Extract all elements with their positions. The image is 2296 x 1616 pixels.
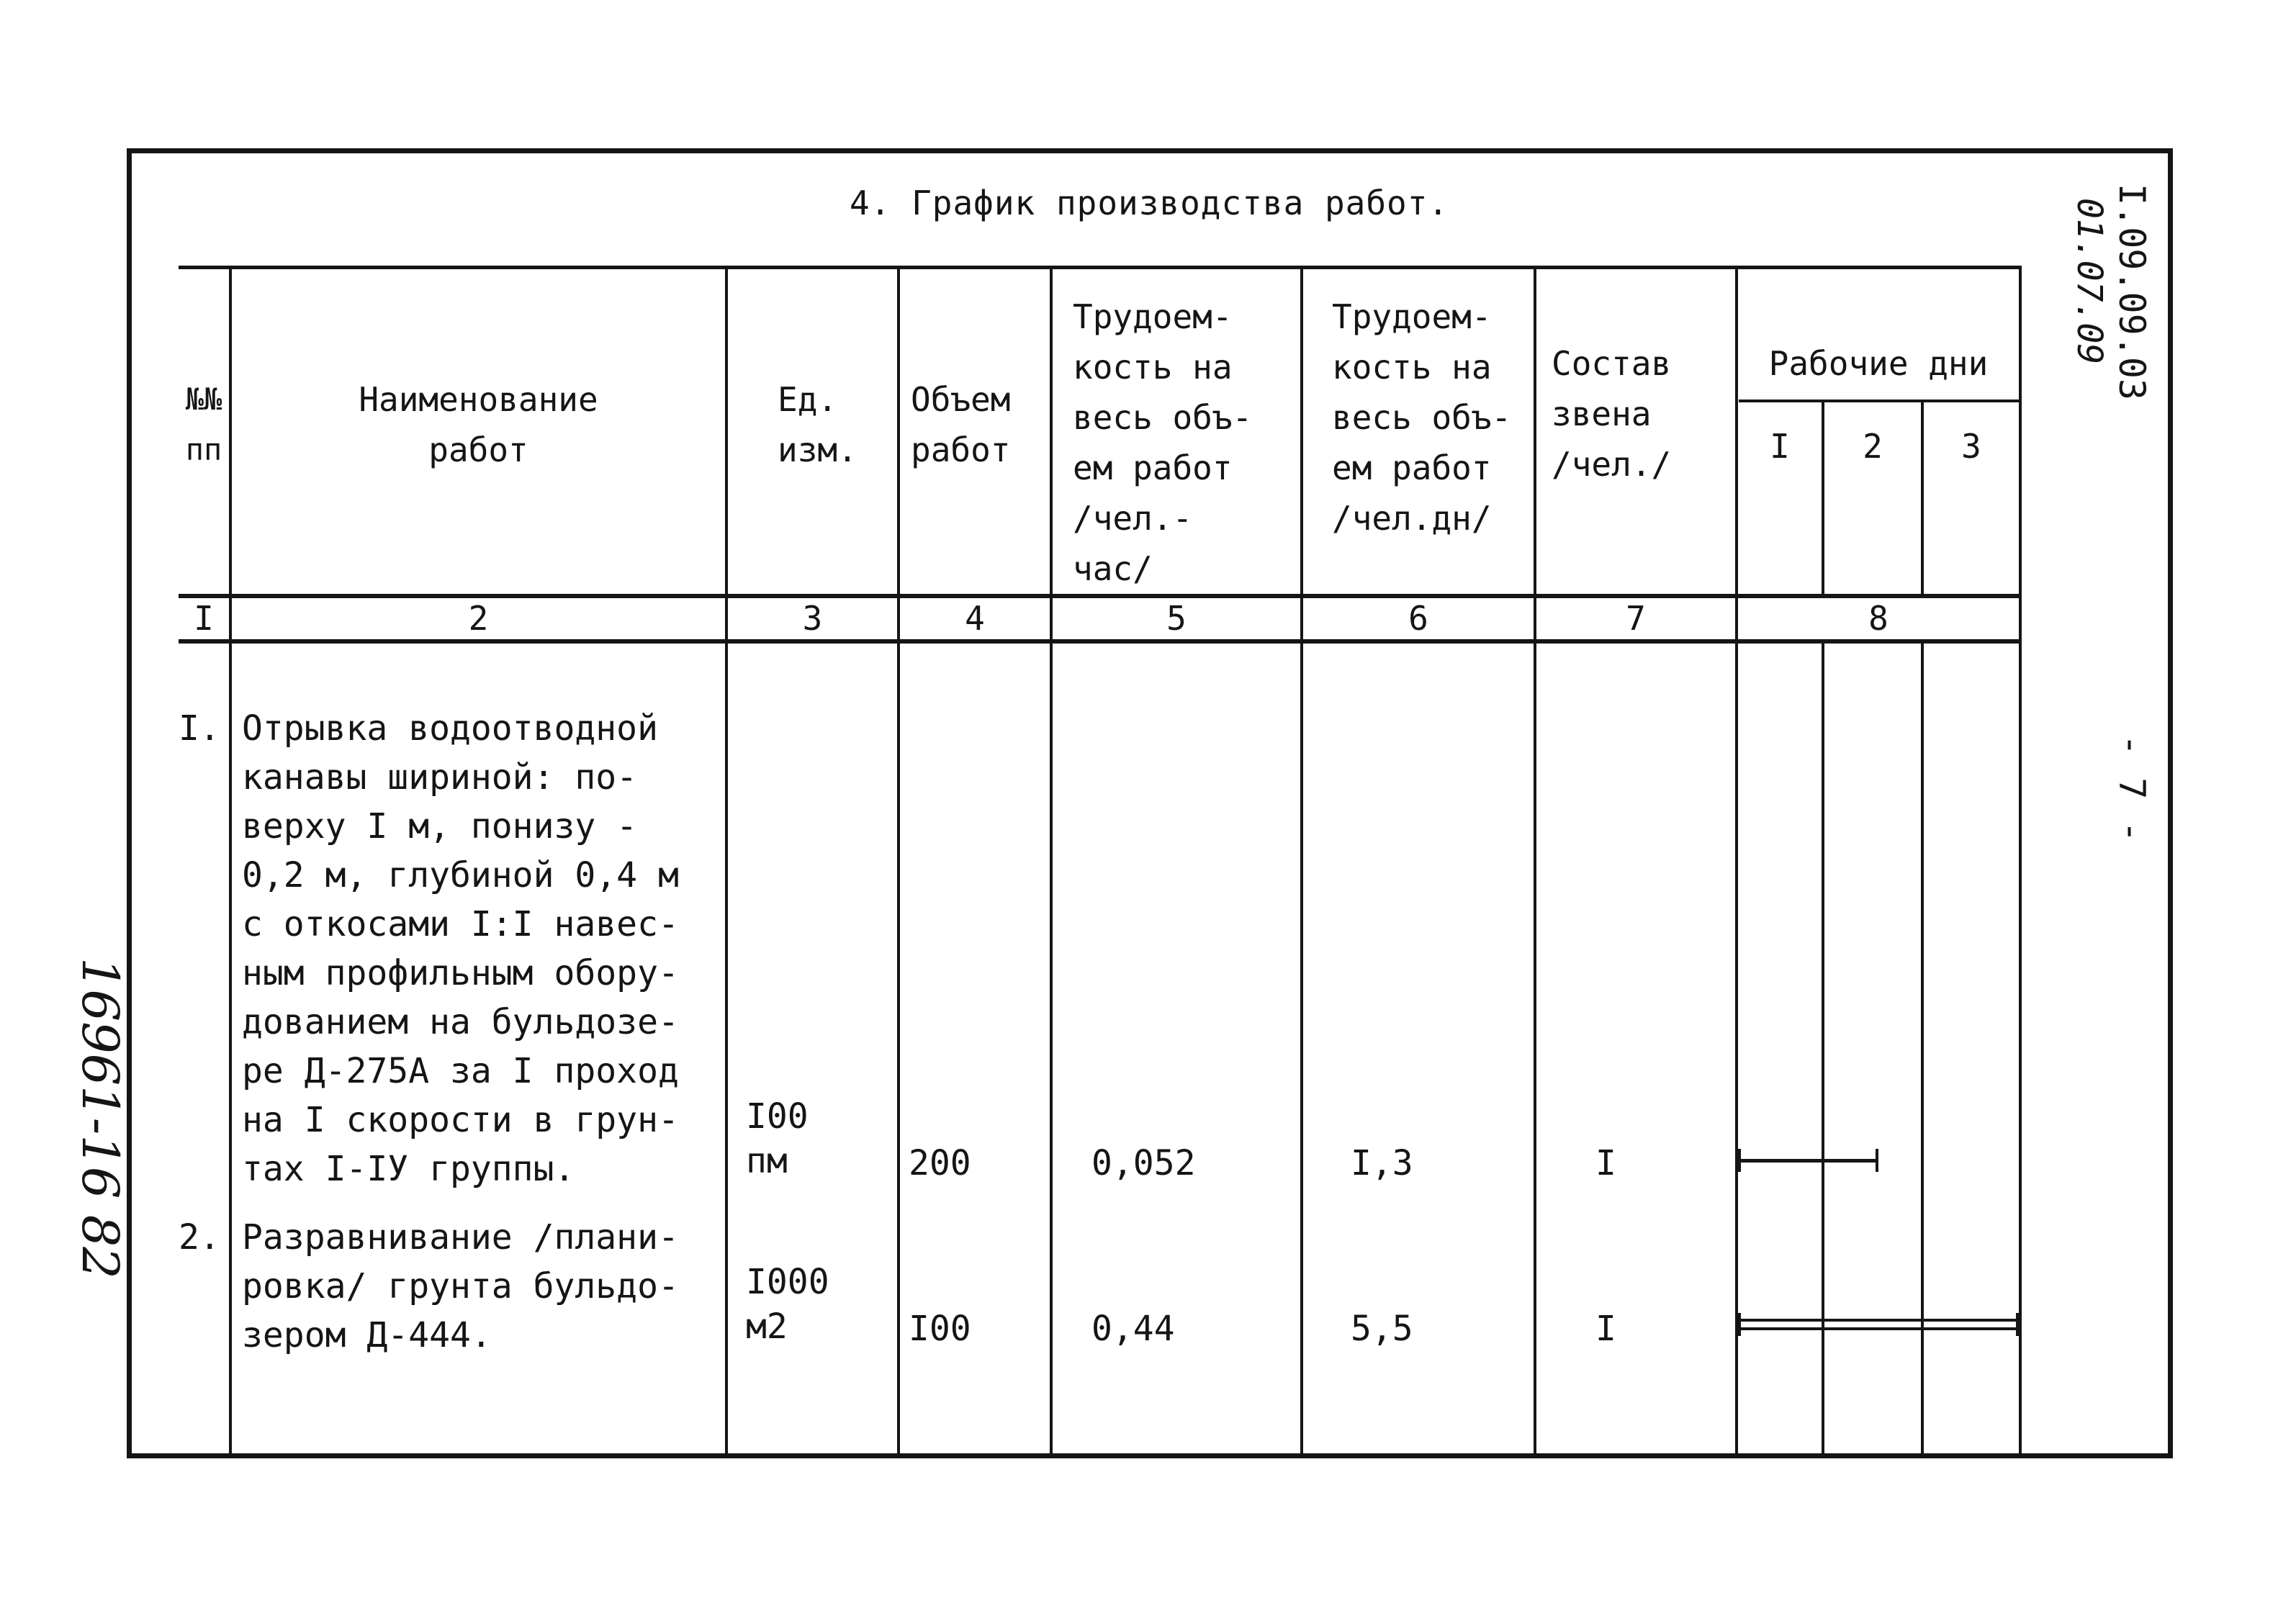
schedule-bar-row-2-start-tick xyxy=(1738,1313,1741,1336)
col-divider-5 xyxy=(1300,266,1303,1458)
header-unit: Ед. изм. xyxy=(778,380,857,469)
side-code-secondary: 01.07.09 xyxy=(2069,198,2110,365)
column-number-3: 3 xyxy=(802,599,823,638)
row-1-volume: 200 xyxy=(909,1143,971,1183)
schedule-bar-row-2-bottom xyxy=(1738,1327,2019,1330)
row-1-work-name: Отрывка водоотводной канавы шириной: по- верху I м, понизу - 0,2 м, глубиной 0,4 м с откосами I:I навес- ным профильным обору- дованием на бульдозе- ре Д-275А за I проход на I скорости в грун- тах I-IУ группы. xyxy=(242,708,679,1189)
schedule-bar-row-1-end-tick xyxy=(1876,1149,1878,1172)
schedule-bar-row-1-start-tick xyxy=(1738,1149,1741,1172)
header-labor-hours: Трудоем- кость на весь объ- ем работ /чел.- час/ xyxy=(1073,297,1253,588)
document-title: 4. График производства работ. xyxy=(850,184,1449,222)
column-number-7: 7 xyxy=(1626,599,1646,638)
header-working-days: Рабочие дни xyxy=(1768,344,1989,383)
col-divider-3 xyxy=(897,266,900,1458)
row-1-labor-days: I,3 xyxy=(1351,1143,1413,1183)
column-number-8: 8 xyxy=(1868,599,1888,638)
schedule-bar-row-2-top xyxy=(1738,1319,2019,1322)
handwritten-reference: 16961-16 82 xyxy=(71,957,130,1279)
header-day-1: I xyxy=(1770,427,1790,466)
header-crew: Состав звена /чел./ xyxy=(1552,344,1672,484)
row-1-unit: I00 пм xyxy=(746,1096,809,1181)
row-2-work-name: Разравнивание /плани- ровка/ грунта бульдо- зером Д-444. xyxy=(242,1217,679,1355)
header-day-2: 2 xyxy=(1863,427,1883,466)
row-1-crew: I xyxy=(1595,1143,1616,1183)
header-work-name: Наименование работ xyxy=(359,380,598,469)
col-divider-4 xyxy=(1050,266,1053,1458)
row-2-unit: I000 м2 xyxy=(746,1262,829,1347)
header-day-3: 3 xyxy=(1961,427,1981,466)
column-number-2: 2 xyxy=(468,599,489,638)
header-volume: Объем работ xyxy=(911,380,1011,469)
column-number-6: 6 xyxy=(1408,599,1428,638)
header-labor-days: Трудоем- кость на весь объ- ем работ /чел.дн/ xyxy=(1332,297,1512,538)
schedule-bar-row-1 xyxy=(1738,1159,1878,1163)
column-number-1: I xyxy=(194,599,214,638)
row-1-number: I. xyxy=(179,708,220,749)
table-right-edge xyxy=(2019,266,2022,1458)
header-bottom-rule xyxy=(179,594,2022,598)
table-top-rule xyxy=(179,266,2022,269)
row-2-crew: I xyxy=(1595,1309,1616,1349)
row-2-number: 2. xyxy=(179,1217,220,1258)
side-code-primary: I.09.09.03 xyxy=(2111,184,2153,401)
column-number-rule xyxy=(179,639,2022,644)
row-2-volume: I00 xyxy=(909,1309,971,1349)
col-divider-6 xyxy=(1534,266,1536,1458)
header-number: №№ пп xyxy=(185,382,222,467)
row-2-labor-days: 5,5 xyxy=(1351,1309,1413,1349)
col-divider-2 xyxy=(725,266,728,1458)
page-number: - 7 - xyxy=(2111,734,2153,843)
day-divider-2b xyxy=(1921,644,1924,1458)
row-1-labor-hours: 0,052 xyxy=(1091,1143,1196,1183)
schedule-bar-row-2-end-tick xyxy=(2016,1313,2019,1336)
days-subheader-rule xyxy=(1739,400,2022,402)
day-divider-1b xyxy=(1822,644,1824,1458)
column-number-5: 5 xyxy=(1166,599,1187,638)
row-2-labor-hours: 0,44 xyxy=(1091,1309,1175,1349)
column-number-4: 4 xyxy=(965,599,985,638)
